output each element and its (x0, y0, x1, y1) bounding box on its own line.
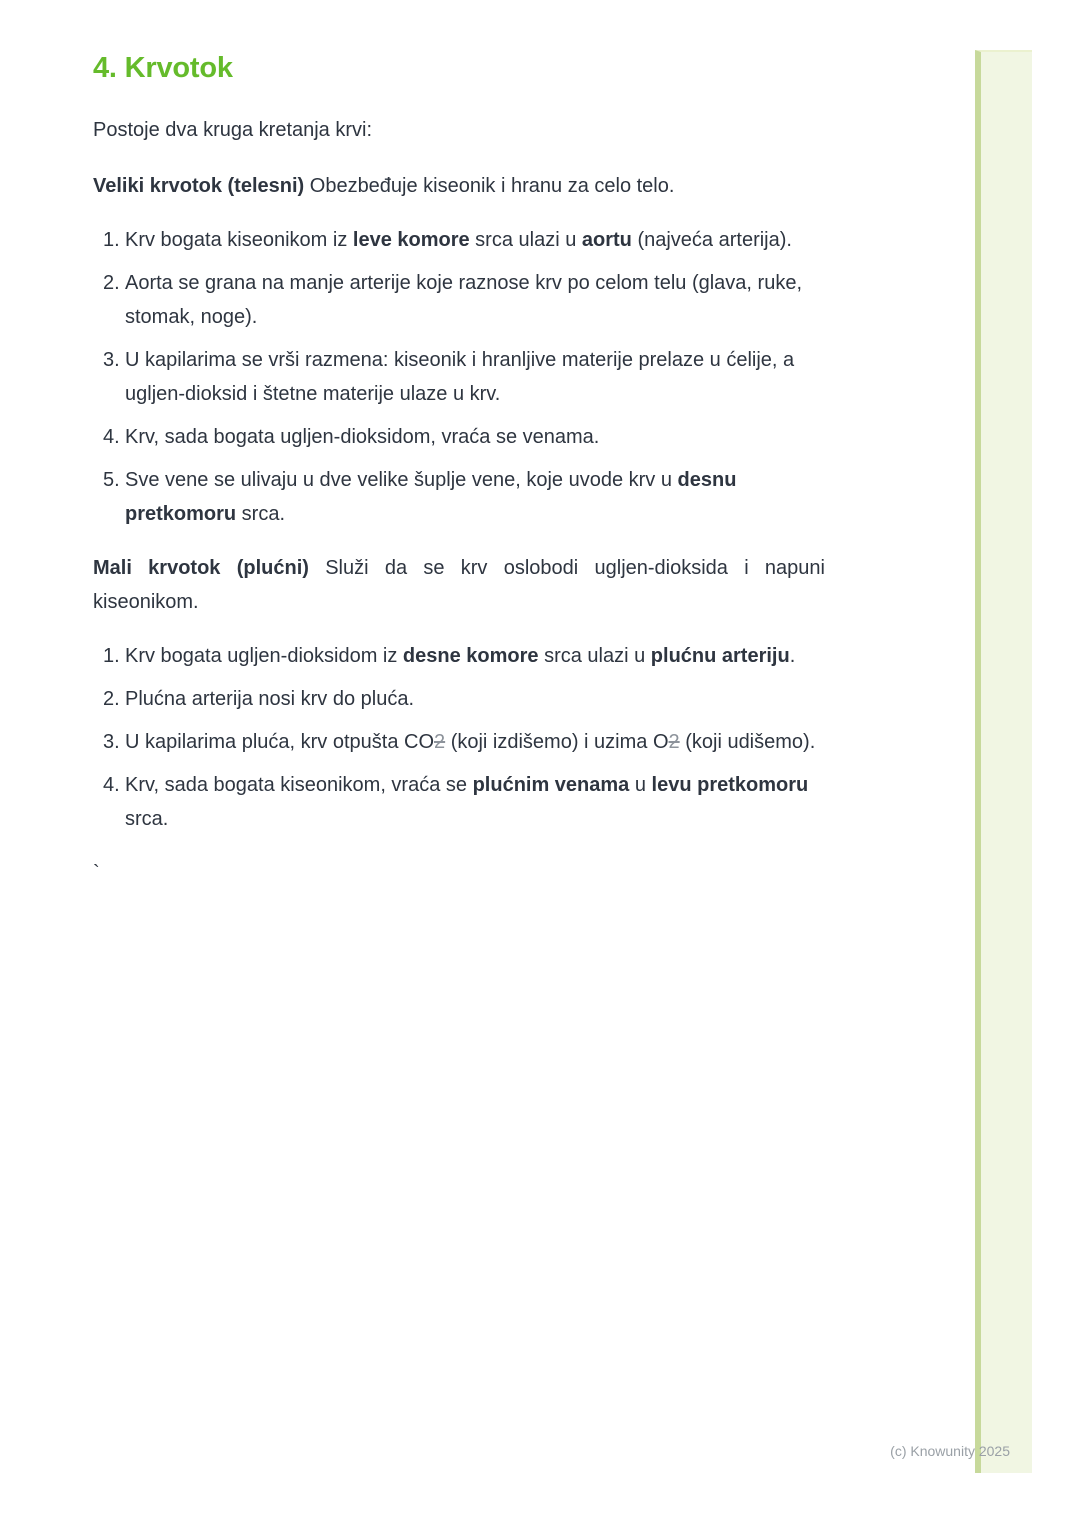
list-item (93, 223, 825, 257)
list-item-text (125, 639, 825, 673)
list-number: 3. (103, 349, 120, 371)
list-mali-krvotok (93, 639, 825, 836)
list-item-text (125, 343, 825, 411)
list-item (93, 420, 825, 454)
text-segment: . (789, 645, 796, 667)
bold-text: plućnu arteriju (650, 645, 790, 667)
text-segment: Sve vene se ulivaju u dve velike šuplje vene, koje uvode krv u (125, 469, 678, 491)
intro-paragraph: Postoje dva kruga kretanja krvi: (93, 119, 373, 141)
struck-text: 2 (434, 731, 446, 753)
list-number: 5. (103, 469, 120, 491)
list-number: 2. (103, 688, 120, 710)
bold-text: Veliki krvotok (telesni) (93, 175, 305, 197)
list-veliki-krvotok (93, 223, 825, 531)
text-segment: Plućna arterija nosi krv do pluća. (125, 688, 415, 710)
text-segment: (koji izdišemo) i uzima O (445, 731, 669, 753)
bold-text: aortu (581, 229, 632, 251)
list-item (93, 463, 825, 531)
bold-text: leve komore (352, 229, 470, 251)
text-segment: Krv, sada bogata ugljen-dioksidom, vraća se venama. (125, 426, 600, 448)
list-item-text (125, 420, 825, 454)
text-segment: srca ulazi u (538, 645, 651, 667)
page-title: 4. Krvotok (93, 52, 233, 84)
list-item (93, 639, 825, 673)
list-number: 1. (103, 229, 120, 251)
text-segment: Obezbeđuje kiseonik i hranu za celo telo. (304, 175, 675, 197)
bold-text: desne komore (402, 645, 539, 667)
bold-text: plućnim venama (472, 774, 630, 796)
list-number: 3. (103, 731, 120, 753)
section-lead-veliki-krvotok (93, 169, 825, 203)
text-segment: U kapilarima pluća, krv otpušta CO (125, 731, 435, 753)
text-segment: Služi da se krv oslobodi ugljen-dioksida i napuni kiseonikom. (93, 557, 825, 613)
stray-character: ` (93, 862, 100, 884)
section-lead-mali-krvotok (93, 551, 825, 619)
list-item-text (125, 266, 825, 334)
list-item (93, 266, 825, 334)
bold-text: desnu pretkomoru (125, 469, 737, 525)
text-segment: U kapilarima se vrši razmena: kiseonik i hranljive materije prelaze u ćelije, a ugljen-dioksid i štetne materije ulaze u krv. (125, 349, 795, 405)
text-segment: Krv bogata kiseonikom iz (125, 229, 353, 251)
list-item-text (125, 463, 825, 531)
list-number: 4. (103, 426, 120, 448)
text-segment: srca. (125, 808, 169, 830)
list-number: 4. (103, 774, 120, 796)
bold-text: levu pretkomoru (651, 774, 809, 796)
list-number: 1. (103, 645, 120, 667)
list-item (93, 725, 825, 759)
highlight-stripe (975, 50, 1032, 1473)
copyright-footer: (c) Knowunity 2025 (890, 1443, 1010, 1459)
list-item (93, 768, 825, 836)
list-item (93, 343, 825, 411)
list-item-text (125, 682, 825, 716)
bold-text: Mali krvotok (plućni) (93, 557, 309, 579)
text-segment: srca. (236, 503, 286, 525)
text-segment: (koji udišemo). (679, 731, 816, 753)
list-item-text (125, 725, 825, 759)
document-content (93, 50, 825, 890)
struck-text: 2 (668, 731, 680, 753)
list-item (93, 682, 825, 716)
text-segment: (najveća arterija). (631, 229, 792, 251)
text-segment: u (629, 774, 652, 796)
text-segment: Krv bogata ugljen-dioksidom iz (125, 645, 403, 667)
text-segment: Aorta se grana na manje arterije koje raznose krv po celom telu (glava, ruke, stomak, noge). (125, 272, 803, 328)
text-segment: Krv, sada bogata kiseonikom, vraća se (125, 774, 473, 796)
list-number: 2. (103, 272, 120, 294)
list-item-text (125, 223, 825, 257)
text-segment: srca ulazi u (469, 229, 582, 251)
list-item-text (125, 768, 825, 836)
